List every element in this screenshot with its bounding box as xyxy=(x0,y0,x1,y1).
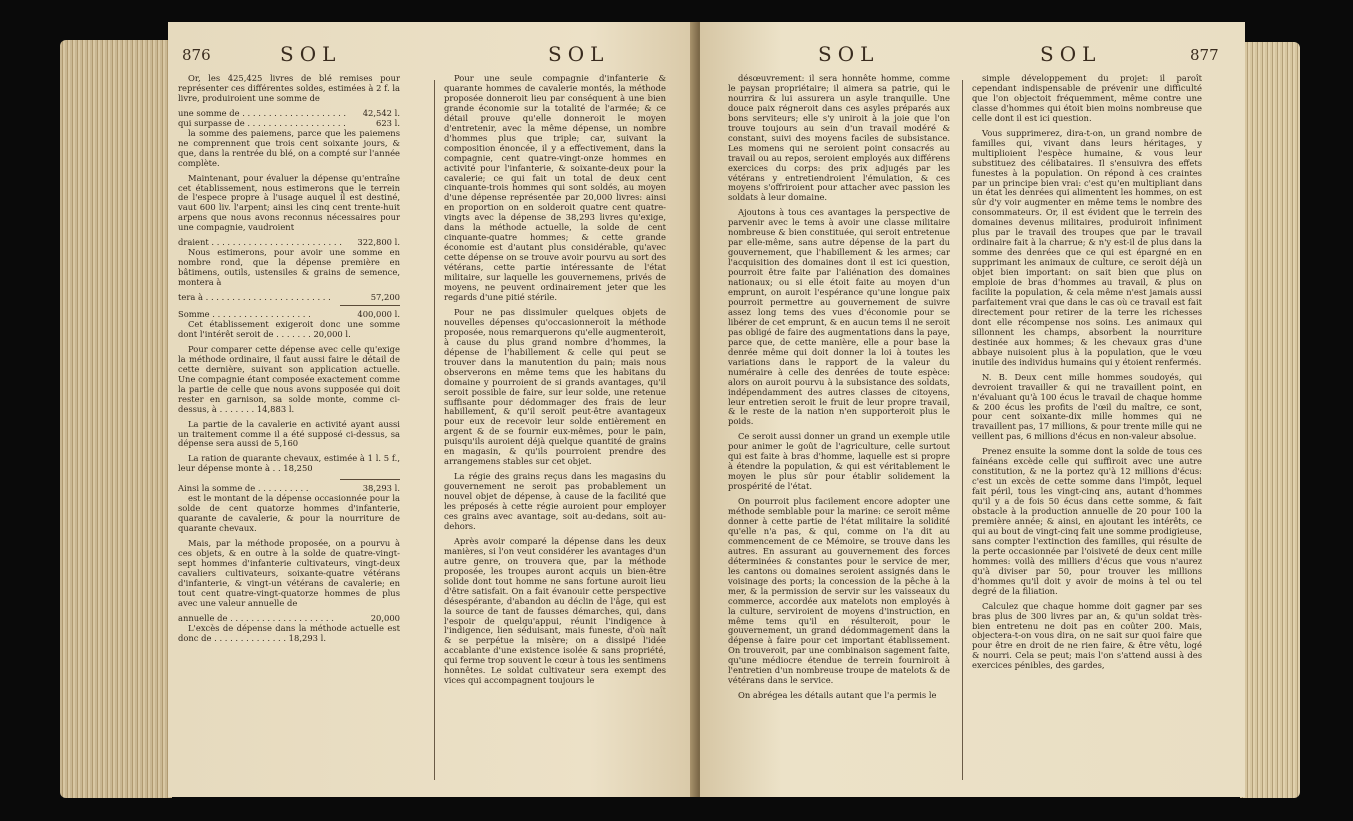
sum-rule xyxy=(340,479,400,480)
right-page-edges xyxy=(1240,42,1300,798)
paragraph: Cet établissement exigeroit donc une somme dont l'intérêt seroit de . . . . . . . 20,000 l. xyxy=(178,318,400,339)
paragraph: L'excès de dépense dans la méthode actuelle est donc de . . . . . . . . . . . . . . 18,293 l. xyxy=(178,622,400,643)
paragraph: Nous estimerons, pour avoir une somme en nombre rond, que la dépense première en bâtimens, outils, ustensiles & grains de semence, montera à xyxy=(178,247,400,288)
paragraph: La régie des grains reçus dans les magasins du gouvernement ne seroit pas probablement un nouvel objet de dépense, à cause de la facilité que les préposés à cette régie auroient pour employer ces grains avec avantage, soit au-dedans, soit au-dehors. xyxy=(444,471,666,531)
ledger-label: annuelle de . . . . . . . . . . . . . . . . . . . . xyxy=(178,613,334,623)
ledger-amount: 623 l. xyxy=(376,117,400,128)
left-page-column-1 xyxy=(178,74,400,649)
ledger-amount: 42,542 l. xyxy=(362,107,400,118)
paragraph: Pour comparer cette dépense avec celle qu'exige la méthode ordinaire, il faut aussi faire le détail de cette dernière, suivant son application actuelle. Une compagnie étant composée exactement comme la partie de celle que nous avons supposée qui doit rester en garnison, sa solde monte, comme ci-dessus, à . . . . . . . 14,883 l. xyxy=(178,343,400,414)
paragraph: On pourroit plus facilement encore adopter une méthode semblable pour la marine: ce seroit même donner à cette partie de l'état militaire la solidité qu'elle n'a pas, & qui, comme on l'a dit au commencement de ce Mémoire, se trouve dans les autres. En assurant au gouvernement des forces déterminées & constantes pour le service de mer, les cantons ou domaines seroient assignés dans le voisinage des ports; la concession de la pêche à la mer, & la permission de servir sur les vaisseaux du commerce, accordée aux matelots non employés à la culture, serviroient de moyens d'instruction, en même tems qu'il en résulteroit, pour le gouvernement, un grand dédommagement dans la dépense à faire pour cet important établissement. On trouveroit, par une combinaison sagement faite, qu'une médiocre étendue de terrein fourniroit à l'entretien d'un nombreuse troupe de matelots & de vétérans dans le service. xyxy=(728,496,950,686)
paragraph: Ajoutons à tous ces avantages la perspective de parvenir avec le tems à avoir une classe militaire nombreuse & bien constituée, qui seroit entretenue par elle-même, sans autre dépense de la part du gouvernement, que l'habillement & les armes; car l'acquisition des domaines dont il est ici question, pourroit être faite par l'aliénation des domaines nationaux; ou si elle étoit faite au moyen d'un emprunt, on auroit l'espérance qu'une longue paix pourroit permettre au gouvernement de suivre assez long tems des vues d'économie pour se libérer de cet emprunt, & en aucun tems il ne seroit pas obligé de faire des augmentations dans la paye, parce que, de cette manière, elle a pour base la denrée même qui doit donner la loi à toutes les variations dans le rapport de la valeur du numéraire à celle des denrées de toute espèce: alors on auroit pourvu à la subsistance des soldats, indépendamment des autres classes de citoyens, leur entretien seroit le fruit de leur propre travail, & le reste de la nation n'en supporteroit plus le poids. xyxy=(728,207,950,427)
paragraph: N. B. Deux cent mille hommes soudoyés, qui devroient travailler & qui ne travaillent point, en n'évaluant qu'à 100 écus le travail de chaque homme & 200 écus les profits de l'œil du maître, ce sont, pour cent soixante-dix mille hommes qui ne travaillent pas, 17 millions, & pour trente mille qui ne veillent pas, 6 millions d'écus en non-valeur absolue. xyxy=(972,371,1202,442)
right-folio: 877 xyxy=(1190,46,1219,64)
left-header-right: SOL xyxy=(548,42,610,66)
ledger-label: qui surpasse de . . . . . . . . . . . . . . . . . . . xyxy=(178,118,346,128)
ledger-label: tera à . . . . . . . . . . . . . . . . . . . . . . . . xyxy=(178,293,331,303)
right-header-left: SOL xyxy=(818,42,880,66)
column-rule xyxy=(962,80,963,780)
ledger-label: Somme . . . . . . . . . . . . . . . . . . . xyxy=(178,310,311,320)
sum-rule xyxy=(340,305,400,306)
ledger-row xyxy=(178,293,400,303)
paragraph: Ce seroit aussi donner un grand un exemple utile pour animer le goût de l'agriculture, celle surtout qui est faite à bras d'homme, laquelle est si propre à étendre la population, & qui est véritablement le moyen le plus sûr pour établir solidement la prospérité de l'état. xyxy=(728,431,950,492)
ledger-amount: 322,800 l. xyxy=(357,237,400,248)
paragraph: Vous supprimerez, dira-t-on, un grand nombre de familles qui, vivant dans leurs héritages, y multiplioient l'espèce humaine, & vous leur substituez des célibataires. Il s'ensuivra des effets funestes à la population. On répond à ces craintes par un principe bien vrai: c'est qu'en multipliant dans un état les denrées qui alimentent les hommes, on est sûr d'y voir augmenter en même tems le nombre des consommateurs. Or, il est évident que le terrein des domaines devenus militaires, produiroit infiniment plus par le travail des troupes que par le travail ordinaire fait à la charrue; & n'y est-il de plus dans la somme des denrées que ce qui est épargné en en supprimant les animaux de culture, ce seroit déjà un objet bien important: on sait bien que plus on emploie de bras d'hommes au travail, & plus on facilite la population, & cela même n'est jamais aussi parfaitement vrai que dans le cas où ce travail est fait directement pour retirer de la terre les richesses dont elle récompense nos soins. Les animaux qui sillonnent les champs, absorbent la nourriture destinée aux hommes; & les chevaux gras d'une abbaye nuisoient plus à la population, que le vœu inutile des individus humains qui y étoient renfermés. xyxy=(972,127,1202,367)
paragraph: Prenez ensuite la somme dont la solde de tous ces fainéans excède celle qui suffiroit avec une autre constitution, & ne la portez qu'à 12 millions d'écus: c'est un excès de cette somme dans l'impôt, lequel fait péril, tous les vingt-cinq ans, autant d'hommes qu'il y a de fois 50 écus dans cette somme, & fait obstacle à la production annuelle de 20 pour 100 la première année; & ainsi, en ajoutant les intérêts, ce qui au bout de vingt-cinq fait une somme prodigieuse, sans compter l'extinction des familles, qui résulte de la perte occasionnée par l'oisiveté de deux cent mille hommes: voilà des milliers d'écus que vous n'aurez qu'à diviser par 50, pour trouver les millions d'hommes qu'il doit y avoir de moins à tel ou tel degré de la filiation. xyxy=(972,446,1202,596)
left-header-left: SOL xyxy=(280,42,342,66)
left-page xyxy=(168,22,695,797)
left-page-edges xyxy=(60,40,172,798)
left-page-column-2 xyxy=(444,74,666,691)
ledger-label: une somme de . . . . . . . . . . . . . . . . . . . . xyxy=(178,108,347,118)
paragraph: La partie de la cavalerie en activité ayant aussi un traitement comme il a été supposé ci-dessus, sa dépense sera aussi de 5,160 xyxy=(178,418,400,449)
paragraph: est le montant de la dépense occasionnée pour la solde de cent quatorze hommes d'infanterie, quarante de cavalerie, & pour la nourriture de quarante chevaux. xyxy=(178,493,400,534)
right-page-column-1 xyxy=(728,74,950,706)
left-folio: 876 xyxy=(182,46,211,64)
ledger-amount: 20,000 xyxy=(370,612,400,623)
ledger-label: Ainsi la somme de . . . . . . . . . . xyxy=(178,484,309,494)
paragraph: désœuvrement: il sera honnête homme, comme le paysan propriétaire; il aimera sa patrie, qui le nourrira & lui assurera un asyle tranquille. Une douce paix régneroit dans ces asyles préparés aux bons serviteurs; elle s'y uniroit à la joie que l'on trouve toujours au sein d'un travail modéré & constant, suivi des moyens faciles de subsistance. Les momens qui ne seroient point consacrés au travail ou au repos, seroient employés aux différens exercices du corps: des prix adjugés par les vétérans y entretiendroient l'émulation, & ces moyens s'offriroient pour attacher avec passion les soldats à leur domaine. xyxy=(728,73,950,203)
paragraph: Mais, par la méthode proposée, on a pourvu à ces objets, & en outre à la solde de quatre-vingt-sept hommes d'infanterie cultivateurs, vingt-deux cavaliers cultivateurs, soixante-quatre vétérans d'infanterie, & vingt-un vétérans de cavalerie; en tout cent quatre-vingt-quatorze hommes de plus avec une valeur annuelle de xyxy=(178,538,400,608)
paragraph: On abrégea les détails autant que l'a permis le xyxy=(738,690,937,701)
ledger-row xyxy=(178,109,400,119)
right-header-right: SOL xyxy=(1040,42,1102,66)
paragraph: simple développement du projet: il paroît cependant indispensable de prévenir une difficulté que l'on objectoit fréquemment, même contre une classe d'hommes qui étoit bien moins nombreuse que celle dont il est ici question. xyxy=(972,73,1202,123)
ledger-amount: 400,000 l. xyxy=(357,309,400,320)
ledger-amount: 38,293 l. xyxy=(362,483,400,494)
ledger-label: draient . . . . . . . . . . . . . . . . . . . . . . . . . xyxy=(178,238,342,248)
paragraph: La ration de quarante chevaux, estimée à 1 l. 5 f., leur dépense monte à . . 18,250 xyxy=(178,453,400,474)
paragraph: Maintenant, pour évaluer la dépense qu'entraîne cet établissement, nous estimerons que le terrein de l'espece propre à l'usage auquel il est destiné, vaut 600 liv. l'arpent; ainsi les cinq cent trente-huit arpens que nous avons reconnus nécessaires pour une compagnie, vaudroient xyxy=(178,172,400,233)
paragraph: Pour une seule compagnie d'infanterie & quarante hommes de cavalerie montés, la méthode proposée donneroit lieu par conséquent à une bien grande économie sur la totalité de l'armée; & ce détail prouve qu'elle donneroit le moyen d'entretenir, avec la même dépense, un nombre d'hommes plus que triple; car, suivant la composition énoncée, il y a effectivement, dans la compagnie, cent quatre-vingt-onze hommes en activité pour l'infanterie, & soixante-deux pour la cavalerie; ce qui fait un total de deux cent cinquante-trois hommes qui sont soldés, au moyen d'une dépense représentée par 20,000 livres: ainsi en proportion on en solderoit quatre cent quatre-vingts avec la dépense de 38,293 livres qu'exige, dans la méthode actuelle, la solde de cent cinquante-quatre hommes; & cette grande économie est d'autant plus considérable, qu'avec cette dépense on se trouve avoir pourvu au sort des vétérans, cette partie intéressante de l'état militaire, sur laquelle les gouvernemens, privés de moyens, ne peuvent ordinairement jeter que les regards d'une pitié stérile. xyxy=(444,73,666,302)
right-page-column-2 xyxy=(972,74,1202,676)
paragraph: Pour ne pas dissimuler quelques objets de nouvelles dépenses qu'occasionneroit la méthode proposée, nous remarquerons qu'elle augmenteroit, à cause du plus grand nombre d'hommes, la dépense de l'habillement & celle qui peut se trouver dans la manutention du pain; mais nous observerons en même tems que les habitans du domaine y pourroient de si grands avantages, qu'il seroit possible de faire, sur leur solde, une retenue suffisante pour dédommager des frais de leur habillement, & qu'il seroit peut-être avantageux pour eux de recevoir leur solde entièrement en argent & de se fournir eux-mêmes, pour le pain, puisqu'ils auroient déjà quelque quantité de grains en magasin, & qu'ils pourroient prendre des arrangemens stables sur cet objet. xyxy=(444,306,666,467)
paragraph: Après avoir comparé la dépense dans les deux manières, si l'on veut considérer les avantages d'un autre genre, on trouvera que, par la méthode proposée, les troupes auront acquis un bien-être solide dont tout homme ne sans fortune auroit lieu d'être satisfait. On a fait évanouir cette perspective désespérante, d'abandon au déclin de l'âge, qui est la source de tant de fausses démarches, qui, dans l'espoir de quelqu'appui, réunit l'indigence à l'indigence, lien séduisant, mais funeste, d'où naît & se perpétue la misère; on a dissipé l'idée accablante d'une existence isolée & sans propriété, qui ferme trop souvent le cœur à tous les sentimens honnêtes. Le soldat cultivateur sera exempt des vices qui accompagnent toujours le xyxy=(444,535,666,686)
right-page xyxy=(700,22,1245,797)
paragraph: la somme des paiemens, parce que les paiemens ne comprennent que trois cent soixante jours, & que, dans la rentrée du blé, on a compté sur l'année complète. xyxy=(178,127,400,168)
ledger-amount: 57,200 xyxy=(370,292,400,303)
paragraph: Or, les 425,425 livres de blé remises pour représenter ces différentes soldes, estimées à 2 f. la livre, produiroient une somme de xyxy=(178,73,400,103)
paragraph: Calculez que chaque homme doit gagner par ses bras plus de 300 livres par an, & qu'un soldat très-bien entretenu ne doit pas en coûter 200. Mais, objectera-t-on vous dira, on ne sait sur quoi faire que pour être en droit de ne rien faire, & être vêtu, logé & nourri. Cela se peut; mais l'on s'attend aussi à des exercices pénibles, des gardes, xyxy=(972,600,1202,671)
column-rule xyxy=(434,80,435,780)
